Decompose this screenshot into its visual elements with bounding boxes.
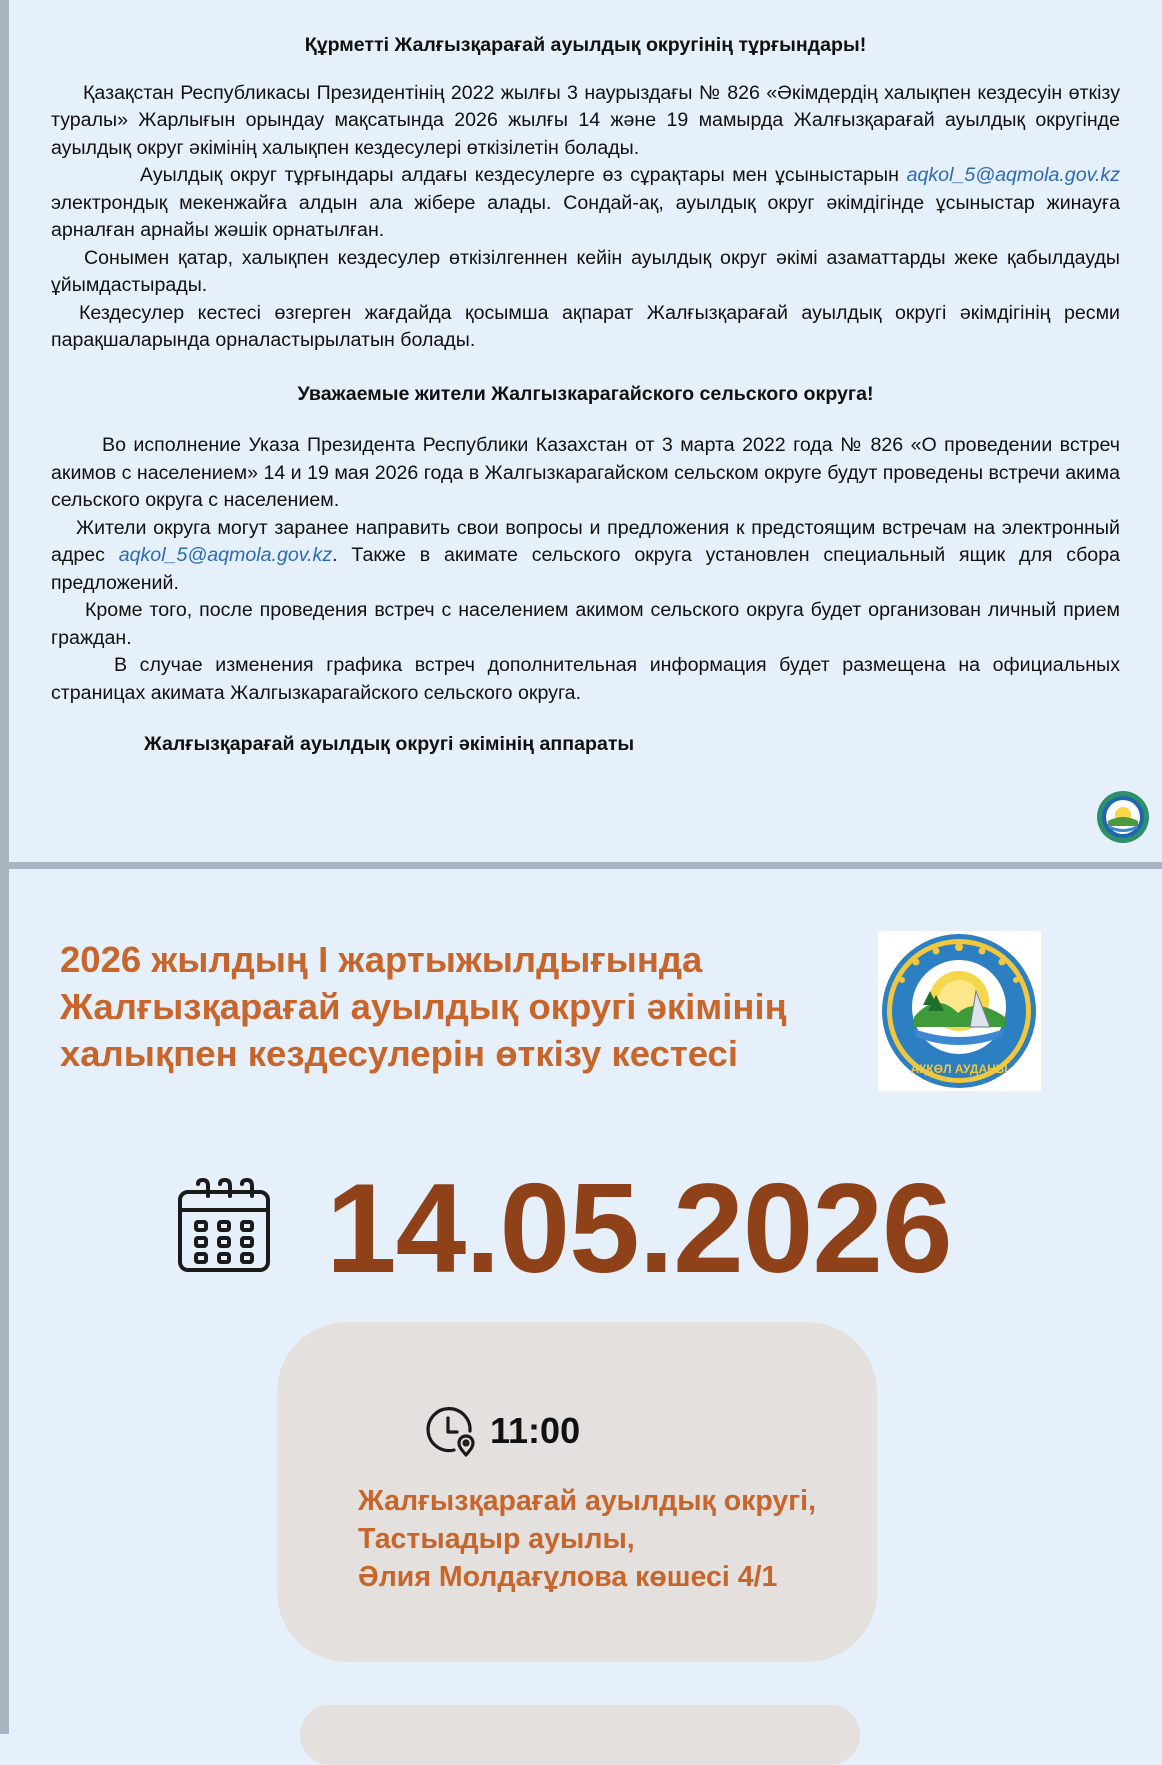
notice-ru-heading: Уважаемые жители Жалгызкарагайского сельского округа! [297,382,874,405]
left-border [0,0,9,1734]
notice-ru-paragraph-2 [51,515,1120,598]
notice-ru-paragraph-3: Кроме того, после проведения встреч с населением акимом сельского округа будет организован личный прием граждан. [51,599,1120,649]
email-link[interactable]: aqkol_5@aqmola.gov.kz [906,164,1120,186]
signature: Жалғызқарағай ауылдық округі әкімінің аппараты [144,733,635,755]
notice-ru-paragraph-2-text: Жители округа могут заранее направить свои вопросы и предложения к предстоящим встречам на электронный адрес [51,516,1120,566]
notice-kz-heading: Құрметті Жалғызқарағай ауылдық округінің тұрғындары! [304,34,867,56]
notice-kz-paragraph-4: Кездесулер кестесі өзгерген жағдайда қосымша ақпарат Жалғызқарағай ауылдық округі әкімдігінің ресми парақшаларында орналастырылатын болады. [51,301,1120,351]
small-emblem-icon [1096,790,1150,844]
address-line-1: Жалғызқарағай ауылдық округі, [358,1485,816,1517]
clock-location-icon [424,1405,476,1457]
schedule-title [60,936,860,1077]
notice-ru-paragraph-2-text-end: . Также в акимате сельского округа установлен специальный ящик для сбора предложений. [51,544,1120,594]
address-line-3: Әлия Молдағұлова көшесі 4/1 [358,1561,778,1593]
next-meeting-card [300,1705,860,1765]
email-link[interactable]: aqkol_5@aqmola.gov.kz [118,544,333,566]
notice-letter [51,32,1120,759]
notice-kz-paragraph-2 [51,162,1120,245]
schedule-title-line-3: халықпен кездесулерін өткізу кестесі [60,1033,738,1074]
meeting-address [358,1482,816,1596]
panel-divider [9,862,1162,869]
address-line-2: Тастыадыр ауылы, [358,1523,635,1555]
akkol-emblem-icon [878,931,1041,1091]
district-emblem [878,931,1041,1091]
calendar-icon [176,1178,272,1274]
schedule-title-line-2: Жалғызқарағай ауылдық округі әкімінің [60,986,787,1027]
meeting-date: 14.05.2026 [326,1157,952,1299]
notice-kz-paragraph-2-text-end: электрондық мекенжайға алдын ала жібере алады. Сондай-ақ, ауылдық округ әкімдігінде ұсыныстар жинауға арналған арнайы жәшік орнатылған. [51,191,1120,241]
notice-kz-paragraph-3: Сонымен қатар, халықпен кездесулер өткізілгеннен кейін ауылдық округ әкімі азаматтарды жеке қабылдауды ұйымдастырады. [51,246,1120,296]
meeting-time: 11:00 [490,1410,581,1451]
notice-ru-paragraph-1: Во исполнение Указа Президента Республики Казахстан от 3 марта 2022 года № 826 «О проведении встреч акимов с населением» 14 и 19 мая 2026 года в Жалгызкарагайском сельском округе будут проведены встречи акима сельского округа с населением. [51,434,1120,511]
schedule-title-line-1: 2026 жылдың І жартыжылдығында [60,939,703,980]
emblem-caption: АҚКӨЛ АУДАНЫ [910,1062,1008,1076]
notice-kz-paragraph-1: Қазақстан Республикасы Президентінің 2022 жылғы 3 наурыздағы № 826 «Әкімдердің халықпен кездесуін өткізу туралы» Жарлығын орындау мақсатында 2026 жылғы 14 және 19 мамырда Жалғызқарағай ауылдық округінде ауылдық округ әкімінің халықпен кездесулері өткізілетін болады. [51,81,1120,159]
notice-kz-paragraph-2-text: Ауылдық округ тұрғындары алдағы кездесулерге өз сұрақтары мен ұсыныстарын [140,164,907,186]
notice-ru-paragraph-4: В случае изменения графика встреч дополнительная информация будет размещена на официальных страницах акимата Жалгызкарагайского сельского округа. [51,654,1120,704]
